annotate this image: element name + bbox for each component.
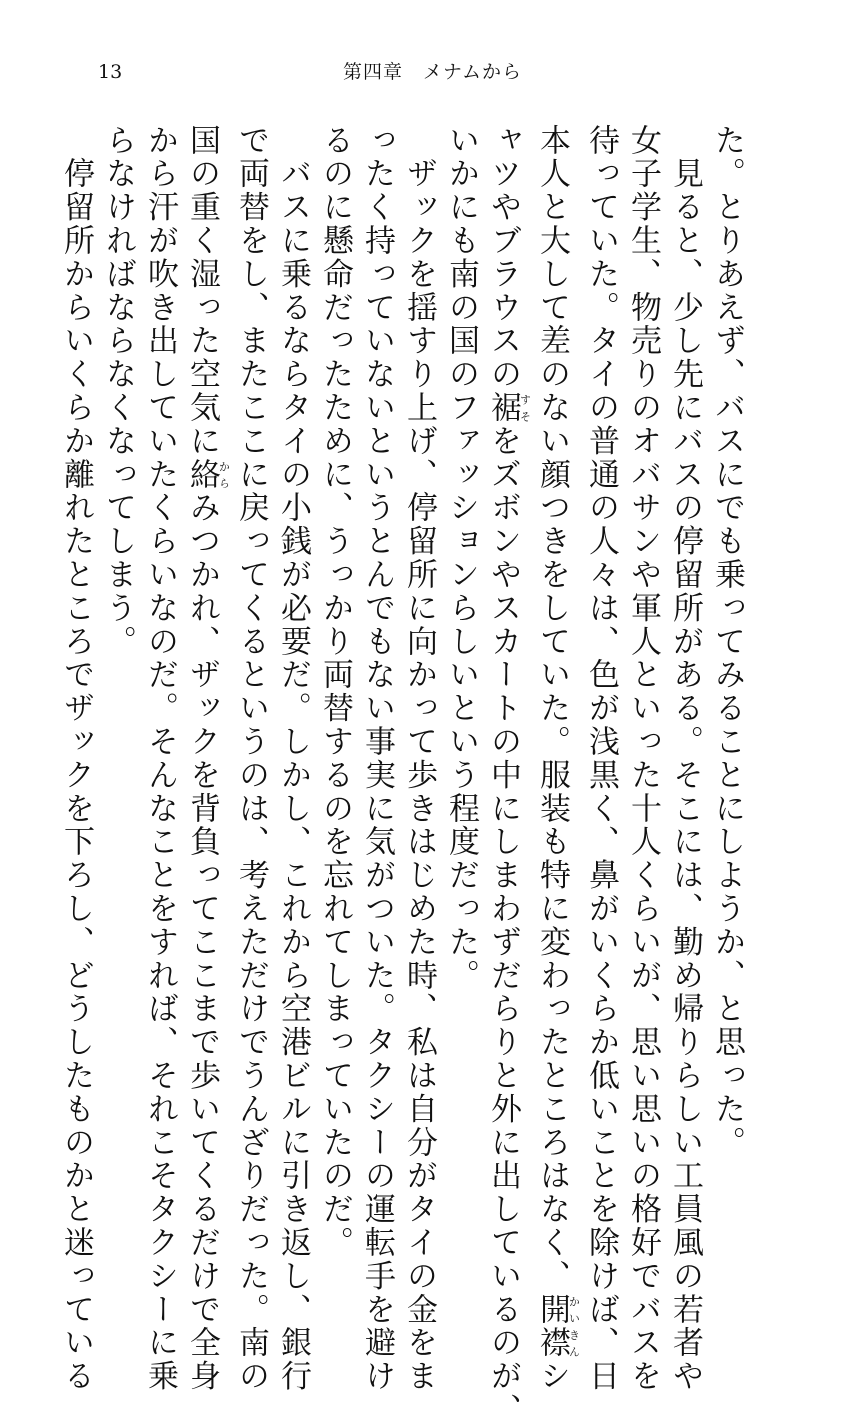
ruby-reading: から: [217, 458, 231, 492]
text-line: るのに懸命だったために、うっかり両替するのを忘れてしまっていたのだ。: [317, 124, 353, 1260]
body-text: [55, 124, 748, 1427]
text-line: 停留所からいくらか離れたところでザックを下ろし、どうしたものかと迷っている: [58, 124, 94, 1394]
text-line: [531, 124, 581, 1394]
text-segment: ャツやブラウスの: [485, 124, 521, 392]
text-segment: みつかれ、ザックを背負ってここまで歩いてくるだけで全身: [184, 491, 220, 1394]
ruby-kara: [184, 458, 231, 492]
ruby-reading: かいきん: [567, 1293, 581, 1360]
page-number: 13: [98, 61, 123, 83]
text-line: で両替をし、またここに戻ってくるというのは、考えただけでうんざりだった。南の: [233, 124, 269, 1394]
running-head: 第四章 メナムから: [343, 61, 523, 83]
ruby-reading: すそ: [518, 391, 532, 425]
text-line: [181, 124, 231, 1394]
text-line: いかにも南の国のファッションらしいという程度だった。: [443, 124, 479, 993]
text-line: [482, 124, 532, 1427]
text-line: から汗が吹き出していたくらいなのだ。そんなことをすれば、それこそタクシーに乗: [142, 124, 178, 1394]
text-segment: をズボンやスカートの中にしまわずだらりと外に出しているのが、: [485, 424, 521, 1427]
text-line: 見ると、少し先にバスの停留所がある。そこには、勤め帰りらしい工員風の若者や: [667, 124, 703, 1394]
text-segment: 国の重く湿った空気に: [184, 124, 220, 458]
text-line: 女子学生、物売りのオバサンや軍人といった十人くらいが、思い思いの格好でバスを: [625, 124, 661, 1394]
ruby-base: 裾: [485, 391, 521, 425]
text-line: た。とりあえず、バスにでも乗ってみることにしようか、と思った。: [709, 124, 745, 1160]
text-line: バスに乗るならタイの小銭が必要だ。しかし、これから空港ビルに引き返し、銀行: [275, 124, 311, 1394]
text-line: ザックを揺すり上げ、停留所に向かって歩きはじめた時、私は自分がタイの金をま: [401, 124, 437, 1394]
text-line: 待っていた。タイの普通の人々は、色が浅黒く、鼻がいくらか低いことを除けば、日: [583, 124, 619, 1394]
ruby-base: 絡: [184, 458, 220, 492]
ruby-kaikin: [534, 1293, 581, 1360]
text-line: ったく持っていないというとんでもない事実に気がついた。タクシーの運転手を避け: [359, 124, 395, 1394]
text-segment: 本人と大して差のない顔つきをしていた。服装も特に変わったところはなく、: [534, 124, 570, 1293]
text-segment: シ: [534, 1359, 570, 1394]
ruby-base: 開襟: [534, 1293, 570, 1360]
ruby-suso: [485, 391, 532, 425]
text-line: らなければならなくなってしまう。: [100, 124, 136, 659]
